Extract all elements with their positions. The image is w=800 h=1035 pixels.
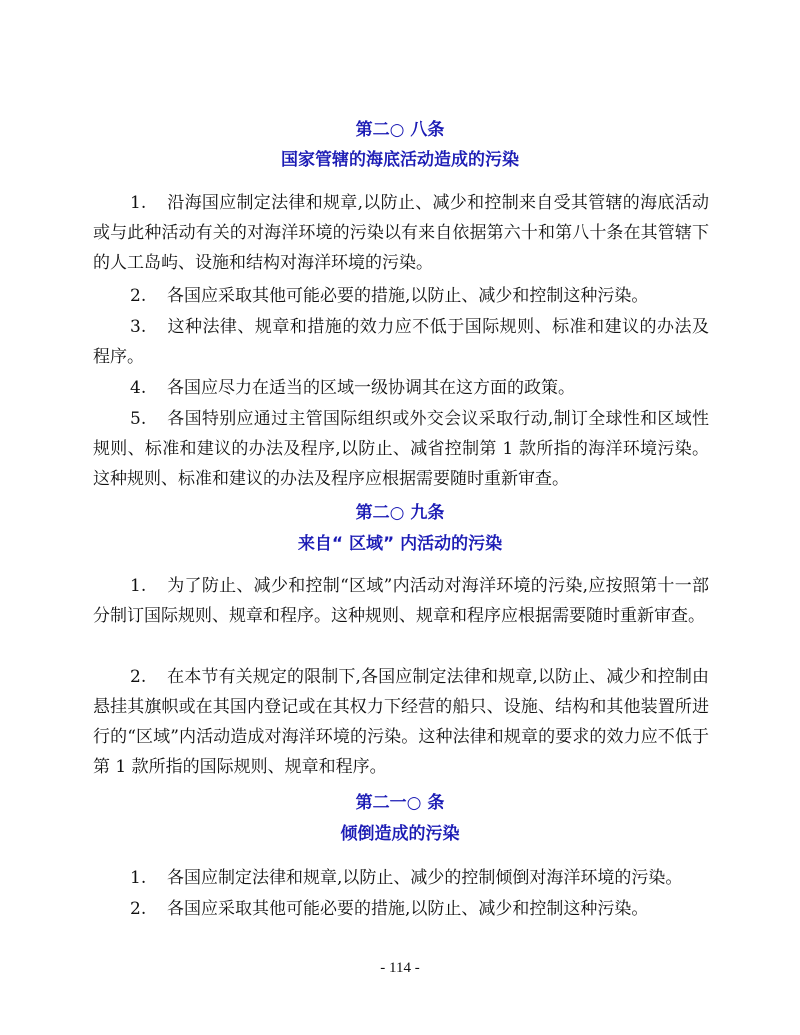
paragraph-number: 1. — [130, 576, 147, 596]
paragraph — [93, 404, 709, 494]
paragraph — [93, 863, 709, 893]
paragraph — [93, 894, 709, 924]
article-heading: 第二○ 九条 — [355, 503, 445, 523]
paragraph-number: 2. — [130, 286, 147, 306]
paragraph-text: 各国应制定法律和规章,以防止、减少的控制倾倒对海洋环境的污染。 — [167, 868, 683, 888]
paragraph-number: 3. — [130, 317, 147, 337]
paragraph — [93, 571, 709, 631]
paragraph-number: 2. — [130, 667, 147, 687]
paragraph — [93, 373, 709, 403]
article-title: 国家管辖的海底活动造成的污染 — [281, 150, 519, 170]
paragraph-text: 为了防止、减少和控制“区域”内活动对海洋环境的污染,应按照第十一部分制订国际规则、规章和程序。这种规则、规章和程序应根据需要随时重新审查。 — [93, 576, 709, 626]
article-title: 来自“ 区域” 内活动的污染 — [297, 534, 503, 554]
article-heading: 第二一○ 条 — [355, 793, 445, 813]
paragraph-text: 各国特别应通过主管国际组织或外交会议采取行动,制订全球性和区域性规则、标准和建议的办法及程序,以防止、减省控制第 1 款所指的海洋环境污染。这种规则、标准和建议的办法及程序应根据需要随时重新审查。 — [93, 409, 709, 489]
paragraph-text: 各国应采取其他可能必要的措施,以防止、减少和控制这种污染。 — [167, 899, 649, 919]
article-heading: 第二○ 八条 — [355, 120, 445, 140]
paragraph-number: 1. — [130, 868, 147, 888]
article-title: 倾倒造成的污染 — [340, 824, 460, 844]
paragraph — [93, 281, 709, 311]
paragraph-number: 4. — [130, 378, 147, 398]
paragraph-number: 5. — [130, 409, 147, 429]
paragraph — [93, 188, 709, 278]
paragraph-text: 这种法律、规章和措施的效力应不低于国际规则、标准和建议的办法及程序。 — [93, 317, 709, 367]
paragraph — [93, 662, 709, 782]
paragraph-text: 沿海国应制定法律和规章,以防止、减少和控制来自受其管辖的海底活动或与此种活动有关的对海洋环境的污染以有来自依据第六十和第八十条在其管辖下的人工岛屿、设施和结构对海洋环境的污染。 — [93, 193, 709, 273]
paragraph-number: 1. — [130, 193, 147, 213]
paragraph-text: 各国应采取其他可能必要的措施,以防止、减少和控制这种污染。 — [167, 286, 649, 306]
paragraph-text: 在本节有关规定的限制下,各国应制定法律和规章,以防止、减少和控制由悬挂其旗帜或在其国内登记或在其权力下经营的船只、设施、结构和其他装置所进行的“区域”内活动造成对海洋环境的污染。这种法律和规章的要求的效力应不低于第 1 款所指的国际规则、规章和程序。 — [93, 667, 709, 777]
paragraph-text: 各国应尽力在适当的区域一级协调其在这方面的政策。 — [167, 378, 575, 398]
paragraph — [93, 312, 709, 372]
page-number: - 114 - — [380, 960, 420, 976]
paragraph-number: 2. — [130, 899, 147, 919]
